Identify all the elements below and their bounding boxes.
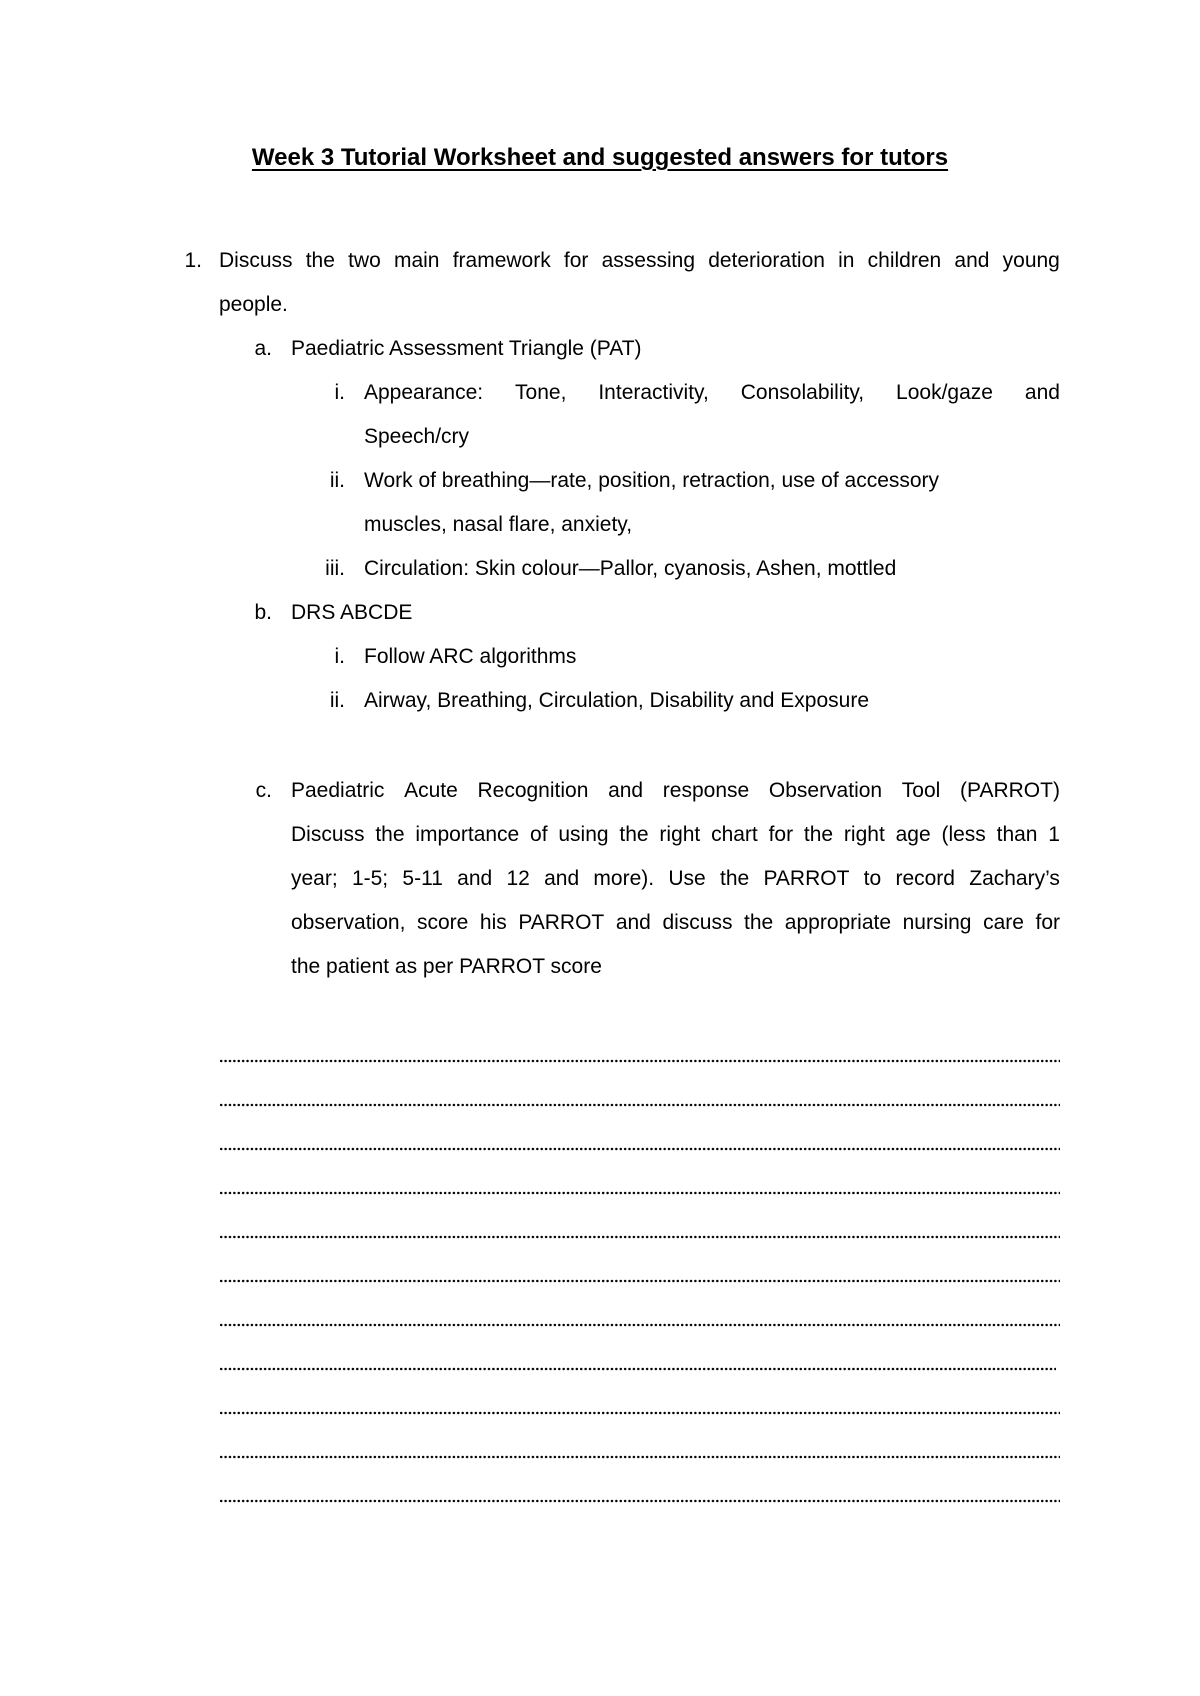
answer-line-1[interactable] [219, 1058, 1060, 1064]
question-1-number: 1. [184, 249, 202, 272]
item-a-i-line-1 [364, 378, 1060, 408]
item-c-line-5: the patient as per PARROT score [291, 955, 602, 978]
answer-line-2[interactable] [219, 1102, 1060, 1108]
word: the [305, 249, 335, 272]
word: right [843, 823, 885, 846]
answer-line-5[interactable] [219, 1234, 1060, 1240]
item-c-line-1 [291, 776, 1060, 806]
word: his [479, 911, 507, 934]
word: the [619, 823, 649, 846]
word: young [1002, 249, 1060, 272]
item-a-ii-line-2: muscles, nasal flare, anxiety, [364, 513, 633, 536]
word: nursing [902, 911, 972, 934]
word: response [662, 779, 750, 802]
item-a-label: Paediatric Assessment Triangle (PAT) [291, 337, 642, 360]
word: the [719, 867, 750, 890]
word: PARROT [518, 911, 605, 934]
page-title: Week 3 Tutorial Worksheet and suggested answers for tutors [251, 144, 949, 171]
item-a-ii-line-1: Work of breathing—rate, position, retraction, use of accessory [364, 469, 940, 492]
word: Discuss [219, 249, 293, 272]
word: using [558, 823, 609, 846]
word: main [393, 249, 440, 272]
item-c-line-2 [291, 820, 1060, 850]
item-a-iii-line-1: Circulation: Skin colour—Pallor, cyanosis, Ashen, mottled [364, 557, 897, 580]
word: than [996, 823, 1038, 846]
word: PARROT [763, 867, 850, 890]
item-c-line-4 [291, 908, 1060, 938]
word: Recognition [477, 779, 589, 802]
word: and [954, 249, 990, 272]
word: Tool [901, 779, 941, 802]
word: for [563, 249, 589, 272]
word: 12 [506, 867, 530, 890]
word: of [530, 823, 548, 846]
word: and [1024, 381, 1060, 404]
word: deterioration [708, 249, 825, 272]
word: and [608, 779, 644, 802]
word: the [744, 911, 774, 934]
answer-line-11[interactable] [219, 1498, 1060, 1504]
word: Appearance: [364, 381, 484, 404]
word: discuss [662, 911, 733, 934]
word: and [615, 911, 651, 934]
word: Paediatric [291, 779, 385, 802]
word: Use [668, 867, 706, 890]
word: 5-11 [402, 867, 443, 890]
item-b-i-marker: i. [334, 645, 345, 668]
word: care [983, 911, 1024, 934]
word: two [348, 249, 381, 272]
answer-line-4[interactable] [219, 1190, 1060, 1196]
item-c-line-3 [291, 864, 1060, 894]
word: chart [711, 823, 758, 846]
answer-line-6[interactable] [219, 1278, 1060, 1284]
word: 1-5; [351, 867, 389, 890]
word: Look/gaze [896, 381, 993, 404]
word: the [375, 823, 405, 846]
word: for [768, 823, 794, 846]
answer-line-3[interactable] [219, 1146, 1060, 1152]
word: appropriate [784, 911, 892, 934]
item-a-i-line-2: Speech/cry [364, 425, 470, 448]
item-a-i-marker: i. [334, 381, 345, 404]
word: age [895, 823, 931, 846]
word: Interactivity, [598, 381, 709, 404]
word: for [1035, 911, 1060, 934]
word: assessing [601, 249, 695, 272]
word: 1 [1048, 823, 1060, 846]
word: to [863, 867, 882, 890]
word: year; [291, 867, 338, 890]
word: (less [941, 823, 986, 846]
word: the [803, 823, 834, 846]
word: Zachary’s [969, 867, 1060, 890]
question-1-line-2: people. [219, 293, 288, 316]
item-a-ii-marker: ii. [329, 469, 345, 492]
item-b-ii-text: Airway, Breathing, Circulation, Disability and Exposure [364, 689, 870, 712]
answer-line-10[interactable] [219, 1454, 1060, 1460]
word: Acute [404, 779, 458, 802]
word: importance [415, 823, 520, 846]
word: Observation [768, 779, 883, 802]
word: observation, [291, 911, 406, 934]
item-b-i-text: Follow ARC algorithms [364, 645, 577, 668]
item-b-label: DRS ABCDE [291, 601, 413, 624]
question-1-line-1 [219, 246, 1060, 276]
item-a-iii-marker: iii. [325, 557, 345, 580]
word: right [659, 823, 701, 846]
word: framework [452, 249, 551, 272]
item-b-marker: b. [254, 601, 272, 624]
word: record [895, 867, 955, 890]
word: Discuss [291, 823, 365, 846]
word: score [416, 911, 469, 934]
answer-line-9[interactable] [219, 1410, 1060, 1416]
item-b-ii-marker: ii. [329, 689, 345, 712]
word: Consolability, [740, 381, 865, 404]
word: more). [593, 867, 655, 890]
word: Tone, [515, 381, 567, 404]
word: and [544, 867, 580, 890]
word: children [867, 249, 942, 272]
item-a-marker: a. [254, 337, 272, 360]
word: in [838, 249, 855, 272]
answer-line-7[interactable] [219, 1322, 1060, 1328]
answer-line-8[interactable] [219, 1366, 1056, 1372]
item-c-marker: c. [255, 779, 272, 802]
word: (PARROT) [960, 779, 1060, 802]
word: and [457, 867, 493, 890]
